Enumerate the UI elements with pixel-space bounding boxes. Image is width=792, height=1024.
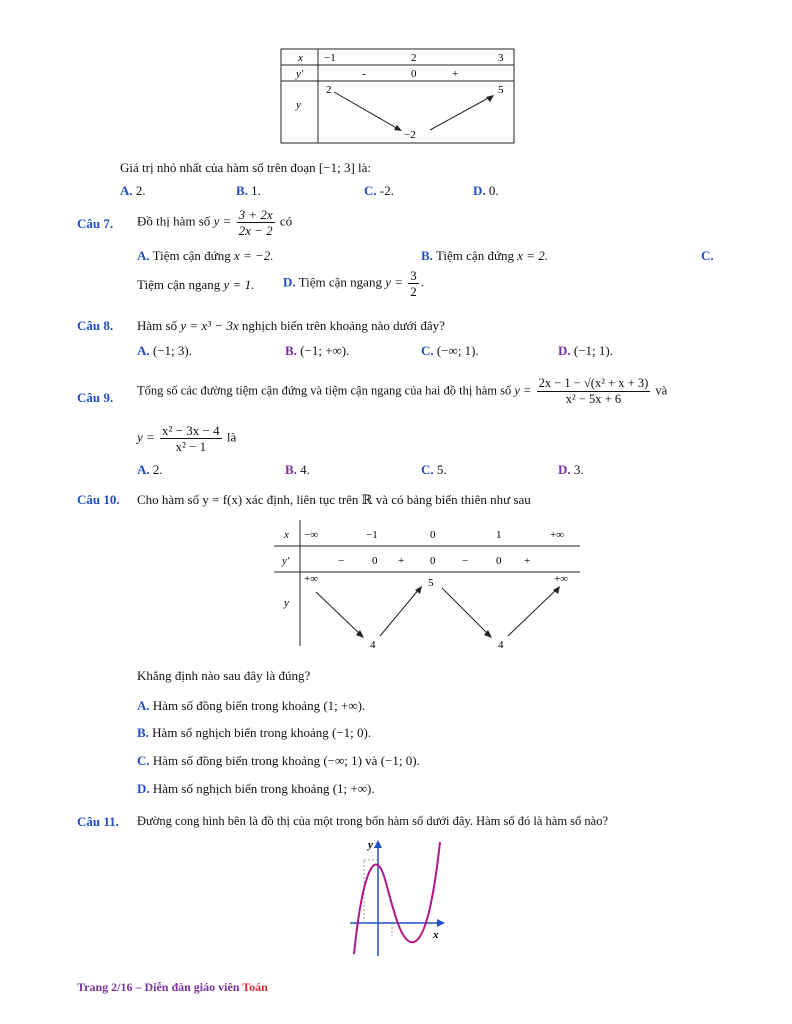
q7-option-b: B. Tiệm cận đứng x = 2.: [421, 248, 549, 263]
q7-stem: Đồ thị hàm số y = $\frac{3 + 2x}{2x - 2}$ có: [137, 207, 293, 238]
t1-x-val: 3: [498, 52, 504, 64]
q10-option-c: C. Hàm số đồng biến trong khoảng (−∞; 1) và (−1; 0).: [137, 753, 420, 768]
y-axis-label: y: [368, 839, 373, 851]
t2-y-val: +∞: [304, 573, 319, 585]
t2-x-val: 1: [496, 529, 502, 541]
t2-x-val: −1: [366, 529, 378, 541]
t1-y-val: −2: [404, 129, 416, 141]
q8-option-d: D. (−1; 1).: [558, 343, 613, 358]
t2-y-val: +∞: [554, 573, 569, 585]
q9-option-d: D. 3.: [558, 462, 584, 477]
q6-option-b: B. 1.: [236, 183, 261, 198]
t2-arrowhead: [553, 586, 560, 594]
y-axis-arrow: [374, 840, 382, 848]
t2-x-val: −∞: [304, 529, 319, 541]
q7-option-d: D. Tiệm cận ngang y = $\frac{3}{2}$ .: [283, 268, 424, 299]
q10-option-d: D. Hàm số nghịch biến trong khoảng (1; +∞).: [137, 781, 375, 796]
t2-x-val: 0: [430, 529, 436, 541]
q6-option-d: D. 0.: [473, 183, 499, 198]
cubic-graph: [348, 836, 448, 958]
t2-yp-sign: −: [338, 555, 345, 567]
t1-yp-sign: -: [362, 68, 366, 80]
q6-stem: Giá trị nhỏ nhất của hàm số trên đoạn [−1; 3] là:: [120, 160, 372, 175]
q9-fn2: y = $\frac{\text{x² − 3x − 4}}{\text{x² − 1}}$ là: [137, 423, 237, 454]
t1-arrow-down: [334, 92, 400, 130]
t1-y-label: y: [296, 99, 301, 111]
x-axis-arrow: [437, 919, 445, 927]
q8-number: Câu 8.: [77, 318, 114, 333]
q7-option-c: Tiệm cận ngang y = 1.: [137, 277, 255, 292]
q11-number: Câu 11.: [77, 814, 119, 829]
t2-yp-sign: +: [524, 555, 531, 567]
t1-x-val: −1: [324, 52, 336, 64]
variation-table-1: [280, 48, 516, 145]
q7-option-a: A. Tiệm cận đứng x = −2.: [137, 248, 274, 263]
t2-yp-sign: 0: [372, 555, 378, 567]
t1-yp-sign: 0: [411, 68, 417, 80]
q8-option-a: A. (−1; 3).: [137, 343, 192, 358]
t1-arrowhead: [486, 95, 494, 102]
t2-yp-sign: 0: [496, 555, 502, 567]
t2-y-val: 4: [498, 639, 504, 650]
q11-stem: Đường cong hình bên là đồ thị của một trong bốn hàm số dưới đây. Hàm số đó là hàm số nào?: [137, 814, 609, 828]
t1-x-val: 2: [411, 52, 417, 64]
q10-option-b: B. Hàm số nghịch biến trong khoảng (−1; 0).: [137, 725, 372, 740]
t2-arrow: [380, 588, 420, 636]
t1-yp-sign: +: [452, 68, 459, 80]
t1-arrow-up: [430, 96, 492, 130]
q10-stem: Cho hàm số y = f(x) xác định, liên tục trên ℝ và có bảng biến thiên như sau: [137, 492, 531, 507]
q9-option-b: B. 4.: [285, 462, 310, 477]
q7-number: Câu 7.: [77, 216, 114, 231]
t2-y-val: 5: [428, 577, 434, 589]
q6-option-c: C. -2.: [364, 183, 394, 198]
q9-option-a: A. 2.: [137, 462, 163, 477]
q7-option-c-label: C.: [701, 248, 714, 263]
t1-arrowhead: [394, 125, 402, 131]
x-axis-label: x: [433, 929, 439, 941]
t2-yp-sign: 0: [430, 555, 436, 567]
t2-x-val: +∞: [550, 529, 565, 541]
q10-question: Khẳng định nào sau đây là đúng?: [137, 668, 311, 683]
t1-yp-label: y': [296, 68, 304, 80]
t2-y-val: 4: [370, 639, 376, 650]
t2-yp-label: y′: [282, 555, 290, 567]
t2-yp-sign: +: [398, 555, 405, 567]
q9-option-c: C. 5.: [421, 462, 447, 477]
q9-stem: Tổng số các đường tiệm cận đứng và tiệm cận ngang của hai đồ thị hàm số y = $\frac{\text{2x − 1 − √(x² + x + 3)}}{\text{x² − 5x + 6}}$ và: [137, 376, 668, 406]
q10-option-a: A. Hàm số đồng biến trong khoảng (1; +∞).: [137, 698, 366, 713]
t2-arrow: [316, 592, 362, 636]
t1-y-val: 2: [326, 84, 332, 96]
page-footer: Trang 2/16 – Diễn đàn giáo viên Toán: [77, 980, 268, 994]
q8-stem: Hàm số y = x³ − 3x nghịch biến trên khoảng nào dưới đây?: [137, 318, 445, 333]
t1-y-val: 5: [498, 84, 504, 96]
t1-x-label: x: [298, 52, 303, 64]
q10-number: Câu 10.: [77, 492, 120, 507]
q8-option-b: B. (−1; +∞).: [285, 343, 350, 358]
q8-option-c: C. (−∞; 1).: [421, 343, 479, 358]
t2-arrow: [508, 588, 558, 636]
t2-arrow: [442, 588, 490, 636]
t2-y-label: y: [284, 597, 289, 609]
q9-number: Câu 9.: [77, 390, 114, 405]
t2-x-label: x: [284, 529, 289, 541]
variation-table-2: [272, 518, 582, 650]
t2-yp-sign: −: [462, 555, 469, 567]
q6-option-a: A. 2.: [120, 183, 146, 198]
cubic-curve: [354, 842, 440, 954]
